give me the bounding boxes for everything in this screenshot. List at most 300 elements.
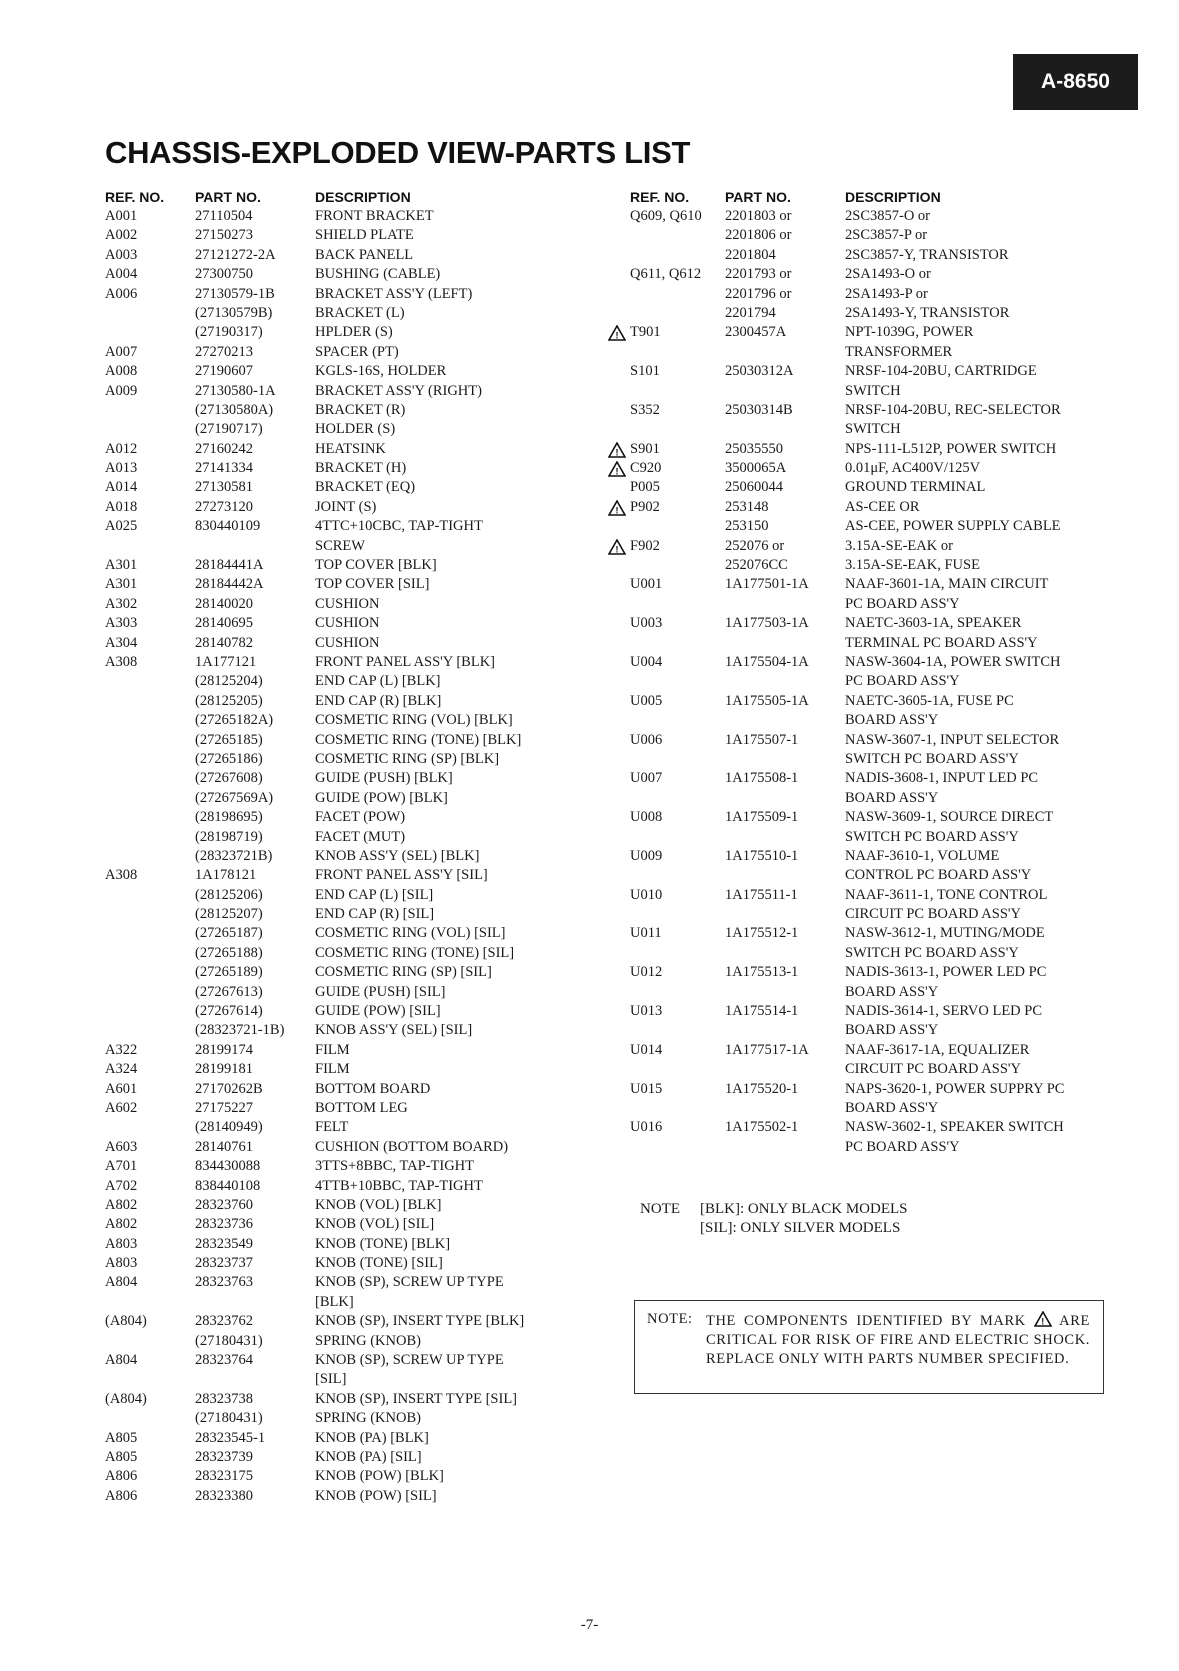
description: PC BOARD ASS'Y xyxy=(845,595,960,612)
description: KNOB ASS'Y (SEL) [BLK] xyxy=(315,847,480,864)
ref-no: U009 xyxy=(630,847,663,864)
description: BOTTOM LEG xyxy=(315,1099,408,1116)
model-note-sil: [SIL]: ONLY SILVER MODELS xyxy=(700,1220,901,1236)
description: BRACKET (R) xyxy=(315,401,406,418)
description: KNOB (VOL) [BLK] xyxy=(315,1196,442,1213)
parts-row xyxy=(630,362,1130,381)
description: COSMETIC RING (SP) [BLK] xyxy=(315,750,500,767)
part-no: 1A175508-1 xyxy=(725,770,799,787)
description: FRONT PANEL ASS'Y [SIL] xyxy=(315,867,488,884)
part-no: 830440109 xyxy=(195,518,261,535)
ref-no: A006 xyxy=(105,285,138,302)
description: TERMINAL PC BOARD ASS'Y xyxy=(845,634,1038,651)
part-no: (28125206) xyxy=(195,886,263,903)
parts-row xyxy=(105,575,585,594)
part-no: 28140761 xyxy=(195,1138,253,1155)
parts-row xyxy=(105,1021,585,1040)
ref-no: A701 xyxy=(105,1158,138,1175)
part-no: 28199174 xyxy=(195,1041,253,1058)
parts-row xyxy=(105,362,585,381)
ref-no: A001 xyxy=(105,208,138,224)
ref-no: S352 xyxy=(630,401,660,418)
description: CONTROL PC BOARD ASS'Y xyxy=(845,867,1032,884)
parts-row xyxy=(630,304,1130,323)
parts-row xyxy=(630,575,1130,594)
part-no: 28323175 xyxy=(195,1468,253,1485)
description: FELT xyxy=(315,1119,349,1136)
description: END CAP (R) [BLK] xyxy=(315,692,442,709)
part-no: 1A175511-1 xyxy=(725,886,798,903)
description: END CAP (L) [BLK] xyxy=(315,673,441,690)
parts-row xyxy=(615,459,1130,478)
parts-row xyxy=(630,420,1130,439)
ref-no: A804 xyxy=(105,1274,138,1291)
svg-text:!: ! xyxy=(615,505,619,516)
ref-no: P005 xyxy=(630,479,660,496)
parts-row xyxy=(105,1080,585,1099)
parts-row xyxy=(630,246,1130,265)
parts-row xyxy=(105,537,585,556)
description: NASW-3607-1, INPUT SELECTOR xyxy=(845,731,1060,748)
parts-row xyxy=(630,517,1130,536)
part-no: 28184441A xyxy=(195,557,264,574)
part-no: (27267613) xyxy=(195,983,263,1000)
ref-no: (A804) xyxy=(105,1313,147,1330)
part-no: (27267569A) xyxy=(195,789,274,806)
parts-row xyxy=(105,1448,585,1467)
parts-row xyxy=(630,614,1130,633)
ref-no: U014 xyxy=(630,1041,663,1058)
description: 3.15A-SE-EAK, FUSE xyxy=(845,557,980,574)
part-no: 1A177501-1A xyxy=(725,576,809,593)
description: 2SA1493-O or xyxy=(845,266,931,283)
ref-no: U004 xyxy=(630,653,663,670)
parts-row xyxy=(105,304,585,323)
parts-row xyxy=(105,692,585,711)
description: KNOB (SP), INSERT TYPE [SIL] xyxy=(315,1390,518,1407)
description: NASW-3612-1, MUTING/MODE xyxy=(845,925,1045,942)
parts-row xyxy=(615,537,1130,556)
svg-text:!: ! xyxy=(615,466,619,477)
part-no: (27267614) xyxy=(195,1003,263,1020)
description: 2SA1493-P or xyxy=(845,285,928,302)
safety-note-text xyxy=(706,1311,1090,1369)
description: PC BOARD ASS'Y xyxy=(845,673,960,690)
ref-no: A602 xyxy=(105,1099,138,1116)
model-note-blk: [BLK]: ONLY BLACK MODELS xyxy=(700,1201,908,1217)
parts-row xyxy=(630,1060,1130,1079)
ref-no: A025 xyxy=(105,518,138,535)
parts-list-left xyxy=(105,189,585,1506)
part-no: 1A177517-1A xyxy=(725,1041,809,1058)
description: BUSHING (CABLE) xyxy=(315,266,441,283)
parts-row xyxy=(630,1138,1130,1157)
description: [BLK] xyxy=(315,1293,354,1310)
description: SPRING (KNOB) xyxy=(315,1332,421,1349)
parts-row xyxy=(105,440,585,459)
parts-row xyxy=(105,1041,585,1060)
parts-row xyxy=(105,1467,585,1486)
description: KNOB (SP), SCREW UP TYPE xyxy=(315,1352,504,1369)
description: FRONT PANEL ASS'Y [BLK] xyxy=(315,653,496,670)
parts-row xyxy=(105,343,585,362)
parts-row xyxy=(630,478,1130,497)
part-no: 28323736 xyxy=(195,1216,253,1233)
part-no: 834430088 xyxy=(195,1158,261,1175)
ref-no: A003 xyxy=(105,246,138,263)
ref-no: S901 xyxy=(630,440,660,457)
parts-row xyxy=(630,731,1130,750)
description: COSMETIC RING (VOL) [SIL] xyxy=(315,925,506,942)
description: KGLS-16S, HOLDER xyxy=(315,363,447,380)
ref-no: A308 xyxy=(105,653,138,670)
ref-no: A007 xyxy=(105,343,138,360)
parts-row xyxy=(105,1409,585,1428)
ref-no: A324 xyxy=(105,1061,138,1078)
description: NASW-3602-1, SPEAKER SWITCH xyxy=(845,1119,1064,1136)
ref-no: U007 xyxy=(630,770,663,787)
description: SCREW xyxy=(315,537,365,554)
parts-row xyxy=(105,595,585,614)
part-no: 28323737 xyxy=(195,1255,253,1272)
svg-text:!: ! xyxy=(615,447,619,458)
part-no: 28199181 xyxy=(195,1061,253,1078)
description: BOARD ASS'Y xyxy=(845,1022,939,1039)
part-no: (28323721-1B) xyxy=(195,1022,285,1039)
ref-no: C920 xyxy=(630,460,662,477)
description: NRSF-104-20BU, REC-SELECTOR xyxy=(845,401,1061,418)
description: 3.15A-SE-EAK or xyxy=(845,537,953,554)
description: GUIDE (PUSH) [BLK] xyxy=(315,770,453,787)
parts-row xyxy=(630,828,1130,847)
description: BRACKET (L) xyxy=(315,304,405,321)
part-no: 28323739 xyxy=(195,1449,253,1465)
part-no: 27273120 xyxy=(195,498,253,515)
parts-row xyxy=(105,1293,585,1312)
description: COSMETIC RING (TONE) [SIL] xyxy=(315,944,515,961)
ref-no: U016 xyxy=(630,1119,663,1136)
parts-row xyxy=(105,1273,585,1292)
part-no: 27300750 xyxy=(195,266,253,283)
warning-triangle-icon xyxy=(608,461,626,477)
description: HOLDER (S) xyxy=(315,421,396,438)
parts-row xyxy=(105,1351,585,1370)
part-no: 27170262B xyxy=(195,1080,263,1097)
description: [SIL] xyxy=(315,1371,347,1388)
parts-row xyxy=(105,1215,585,1234)
description: TOP COVER [SIL] xyxy=(315,576,430,593)
part-no: 27110504 xyxy=(195,208,253,224)
parts-row xyxy=(105,769,585,788)
description: 2SC3857-O or xyxy=(845,208,930,224)
parts-row xyxy=(105,924,585,943)
part-no: 27130579-1B xyxy=(195,285,275,302)
description: COSMETIC RING (VOL) [BLK] xyxy=(315,712,513,729)
parts-row xyxy=(630,963,1130,982)
part-no: 28323760 xyxy=(195,1196,253,1213)
description: AS-CEE OR xyxy=(845,498,920,515)
description: BOTTOM BOARD xyxy=(315,1080,431,1097)
description: 0.01μF, AC400V/125V xyxy=(845,460,981,477)
parts-row xyxy=(630,401,1130,420)
safety-note-box xyxy=(634,1300,1104,1394)
part-no: 27150273 xyxy=(195,227,253,244)
parts-row xyxy=(630,866,1130,885)
parts-row xyxy=(105,1254,585,1273)
part-no: 2201796 or xyxy=(725,285,792,302)
description: CUSHION xyxy=(315,595,380,612)
parts-row xyxy=(105,1177,585,1196)
description: JOINT (S) xyxy=(315,498,377,515)
parts-row xyxy=(630,692,1130,711)
description: BRACKET ASS'Y (LEFT) xyxy=(315,285,473,302)
ref-no: A601 xyxy=(105,1080,138,1097)
parts-row xyxy=(630,556,1130,575)
part-no: (28323721B) xyxy=(195,847,273,864)
ref-no: U015 xyxy=(630,1080,663,1097)
description: FILM xyxy=(315,1061,350,1078)
parts-row xyxy=(105,1332,585,1351)
description: END CAP (L) [SIL] xyxy=(315,886,434,903)
parts-row xyxy=(105,517,585,536)
svg-text:!: ! xyxy=(615,544,619,555)
model-note-label: NOTE xyxy=(640,1201,680,1217)
part-no: 253148 xyxy=(725,498,769,515)
part-no: 25030314B xyxy=(725,401,793,418)
parts-row xyxy=(105,1390,585,1409)
ref-no: A806 xyxy=(105,1487,138,1504)
description: KNOB (SP), SCREW UP TYPE xyxy=(315,1274,504,1291)
parts-row xyxy=(630,207,1130,226)
ref-no: A702 xyxy=(105,1177,138,1194)
description: GUIDE (PUSH) [SIL] xyxy=(315,983,446,1000)
part-no: 1A175505-1A xyxy=(725,692,809,709)
header-ref-no: REF. NO. xyxy=(105,189,165,205)
description: KNOB (VOL) [SIL] xyxy=(315,1216,435,1233)
ref-no: U013 xyxy=(630,1003,663,1020)
ref-no: P902 xyxy=(630,498,660,515)
ref-no: U005 xyxy=(630,692,663,709)
parts-row xyxy=(630,924,1130,943)
part-no: (27180431) xyxy=(195,1410,263,1427)
parts-row xyxy=(105,1099,585,1118)
part-no: 27175227 xyxy=(195,1099,253,1116)
ref-no: A012 xyxy=(105,440,138,457)
parts-row xyxy=(105,731,585,750)
parts-row xyxy=(105,944,585,963)
parts-row xyxy=(630,944,1130,963)
description: CUSHION xyxy=(315,634,380,651)
parts-row xyxy=(105,1060,585,1079)
parts-rows-left xyxy=(105,207,585,1506)
part-no: 27121272-2A xyxy=(195,246,276,263)
part-no: (27180431) xyxy=(195,1332,263,1349)
parts-row xyxy=(105,1157,585,1176)
parts-row xyxy=(105,323,585,342)
ref-no: A805 xyxy=(105,1429,138,1446)
parts-row xyxy=(630,769,1130,788)
parts-row xyxy=(105,1429,585,1448)
description: NAAF-3601-1A, MAIN CIRCUIT xyxy=(845,576,1049,593)
ref-no: A004 xyxy=(105,266,138,283)
parts-row xyxy=(630,226,1130,245)
description: SPRING (KNOB) xyxy=(315,1410,421,1427)
parts-row xyxy=(630,1118,1130,1137)
description: FRONT BRACKET xyxy=(315,208,434,224)
part-no: 2201794 xyxy=(725,304,776,321)
part-no: 3500065A xyxy=(725,460,787,477)
ref-no: A804 xyxy=(105,1352,138,1369)
ref-no: U010 xyxy=(630,886,663,903)
parts-row xyxy=(105,886,585,905)
description: GUIDE (POW) [BLK] xyxy=(315,789,448,806)
part-no: 2201793 or xyxy=(725,266,792,283)
parts-row xyxy=(630,1041,1130,1060)
part-no: 27160242 xyxy=(195,440,253,457)
parts-row xyxy=(615,323,1130,342)
part-no: 28323738 xyxy=(195,1390,253,1407)
description: BOARD ASS'Y xyxy=(845,712,939,729)
ref-no: U003 xyxy=(630,615,663,632)
ref-no: U012 xyxy=(630,964,663,981)
part-no: 28323762 xyxy=(195,1313,253,1330)
part-no: (27267608) xyxy=(195,770,263,787)
part-no: (28125204) xyxy=(195,673,263,690)
parts-row xyxy=(105,1487,585,1506)
safety-note-text-after: ARE CRITICAL FOR RISK OF FIRE AND ELECTRIC SHOCK. REPLACE ONLY WITH PARTS NUMBER SPECIFIED. xyxy=(706,1313,1090,1367)
description: BRACKET (EQ) xyxy=(315,479,416,496)
description: COSMETIC RING (SP) [SIL] xyxy=(315,964,492,981)
description: GUIDE (POW) [SIL] xyxy=(315,1003,441,1020)
parts-row xyxy=(105,653,585,672)
part-no: (27265186) xyxy=(195,750,263,767)
part-no: (28125205) xyxy=(195,692,263,709)
ref-no: A002 xyxy=(105,227,138,244)
part-no: 2201804 xyxy=(725,246,776,263)
parts-row xyxy=(105,265,585,284)
part-no: 28323763 xyxy=(195,1274,253,1291)
ref-no: A603 xyxy=(105,1138,138,1155)
description: CUSHION (BOTTOM BOARD) xyxy=(315,1138,509,1155)
description: 2SC3857-P or xyxy=(845,227,928,244)
model-badge: A-8650 xyxy=(1013,54,1138,110)
parts-row xyxy=(105,1138,585,1157)
description: SWITCH PC BOARD ASS'Y xyxy=(845,944,1019,961)
description: BRACKET ASS'Y (RIGHT) xyxy=(315,382,482,399)
ref-no: T901 xyxy=(630,324,661,341)
part-no: 25030312A xyxy=(725,363,794,380)
ref-no: A322 xyxy=(105,1041,138,1058)
safety-note-label: NOTE: xyxy=(647,1311,693,1327)
parts-row xyxy=(105,808,585,827)
ref-no: S101 xyxy=(630,363,660,380)
part-no: (27130579B) xyxy=(195,304,273,321)
parts-row xyxy=(630,1080,1130,1099)
description: NPT-1039G, POWER xyxy=(845,324,974,341)
parts-row xyxy=(105,711,585,730)
part-no: 28323545-1 xyxy=(195,1429,266,1446)
description: HEATSINK xyxy=(315,440,386,457)
ref-no: A018 xyxy=(105,498,138,515)
description: CIRCUIT PC BOARD ASS'Y xyxy=(845,1061,1021,1078)
parts-row xyxy=(105,672,585,691)
warning-triangle-icon xyxy=(608,325,626,341)
ref-no: A806 xyxy=(105,1468,138,1485)
description: NRSF-104-20BU, CARTRIDGE xyxy=(845,363,1037,380)
parts-row xyxy=(630,1021,1130,1040)
parts-row xyxy=(105,401,585,420)
description: KNOB (TONE) [BLK] xyxy=(315,1235,451,1252)
parts-row xyxy=(105,963,585,982)
ref-no: A301 xyxy=(105,576,138,593)
description: BOARD ASS'Y xyxy=(845,789,939,806)
parts-row xyxy=(105,847,585,866)
description: 2SC3857-Y, TRANSISTOR xyxy=(845,246,1009,263)
ref-no: A803 xyxy=(105,1235,138,1252)
ref-no: F902 xyxy=(630,537,660,554)
parts-row xyxy=(105,828,585,847)
part-no: (27190717) xyxy=(195,421,263,438)
parts-row xyxy=(105,1370,585,1389)
part-no: 1A175510-1 xyxy=(725,847,799,864)
ref-no: A301 xyxy=(105,557,138,574)
parts-row xyxy=(615,440,1130,459)
part-no: 27130581 xyxy=(195,479,253,496)
part-no: (27190317) xyxy=(195,324,263,341)
parts-row xyxy=(105,866,585,885)
part-no: 1A178121 xyxy=(195,867,257,884)
part-no: (27265182A) xyxy=(195,712,274,729)
part-no: 1A175514-1 xyxy=(725,1003,799,1020)
description: TOP COVER [BLK] xyxy=(315,557,437,574)
description: SHIELD PLATE xyxy=(315,227,414,244)
part-no: 28140782 xyxy=(195,634,253,651)
parts-row xyxy=(630,847,1130,866)
ref-no: A802 xyxy=(105,1196,138,1213)
description: TRANSFORMER xyxy=(845,343,953,360)
ref-no: A805 xyxy=(105,1449,138,1465)
description: SWITCH xyxy=(845,382,901,399)
parts-row xyxy=(105,1118,585,1137)
ref-no: A308 xyxy=(105,867,138,884)
parts-list-right xyxy=(615,189,1130,1157)
parts-row xyxy=(630,1099,1130,1118)
ref-no: A013 xyxy=(105,460,138,477)
part-no: (28125207) xyxy=(195,906,263,923)
ref-no: A803 xyxy=(105,1255,138,1272)
description: 2SA1493-Y, TRANSISTOR xyxy=(845,304,1010,321)
parts-row xyxy=(105,382,585,401)
description: PC BOARD ASS'Y xyxy=(845,1138,960,1155)
part-no: (28198695) xyxy=(195,809,263,826)
description: AS-CEE, POWER SUPPLY CABLE xyxy=(845,518,1061,535)
part-no: (27130580A) xyxy=(195,401,274,418)
part-no: 27270213 xyxy=(195,343,253,360)
parts-row xyxy=(105,226,585,245)
description: CUSHION xyxy=(315,615,380,632)
description: NAETC-3605-1A, FUSE PC xyxy=(845,692,1014,709)
description: NASW-3604-1A, POWER SWITCH xyxy=(845,653,1061,670)
part-no: (27265189) xyxy=(195,964,263,981)
part-no: 28323764 xyxy=(195,1352,253,1369)
parts-row xyxy=(105,1196,585,1215)
parts-row xyxy=(630,750,1130,769)
ref-no: A302 xyxy=(105,595,138,612)
page-number: -7- xyxy=(580,1617,599,1633)
header-part-no: PART NO. xyxy=(195,189,261,205)
part-no: 252076CC xyxy=(725,557,788,574)
part-no: 1A175507-1 xyxy=(725,731,799,748)
